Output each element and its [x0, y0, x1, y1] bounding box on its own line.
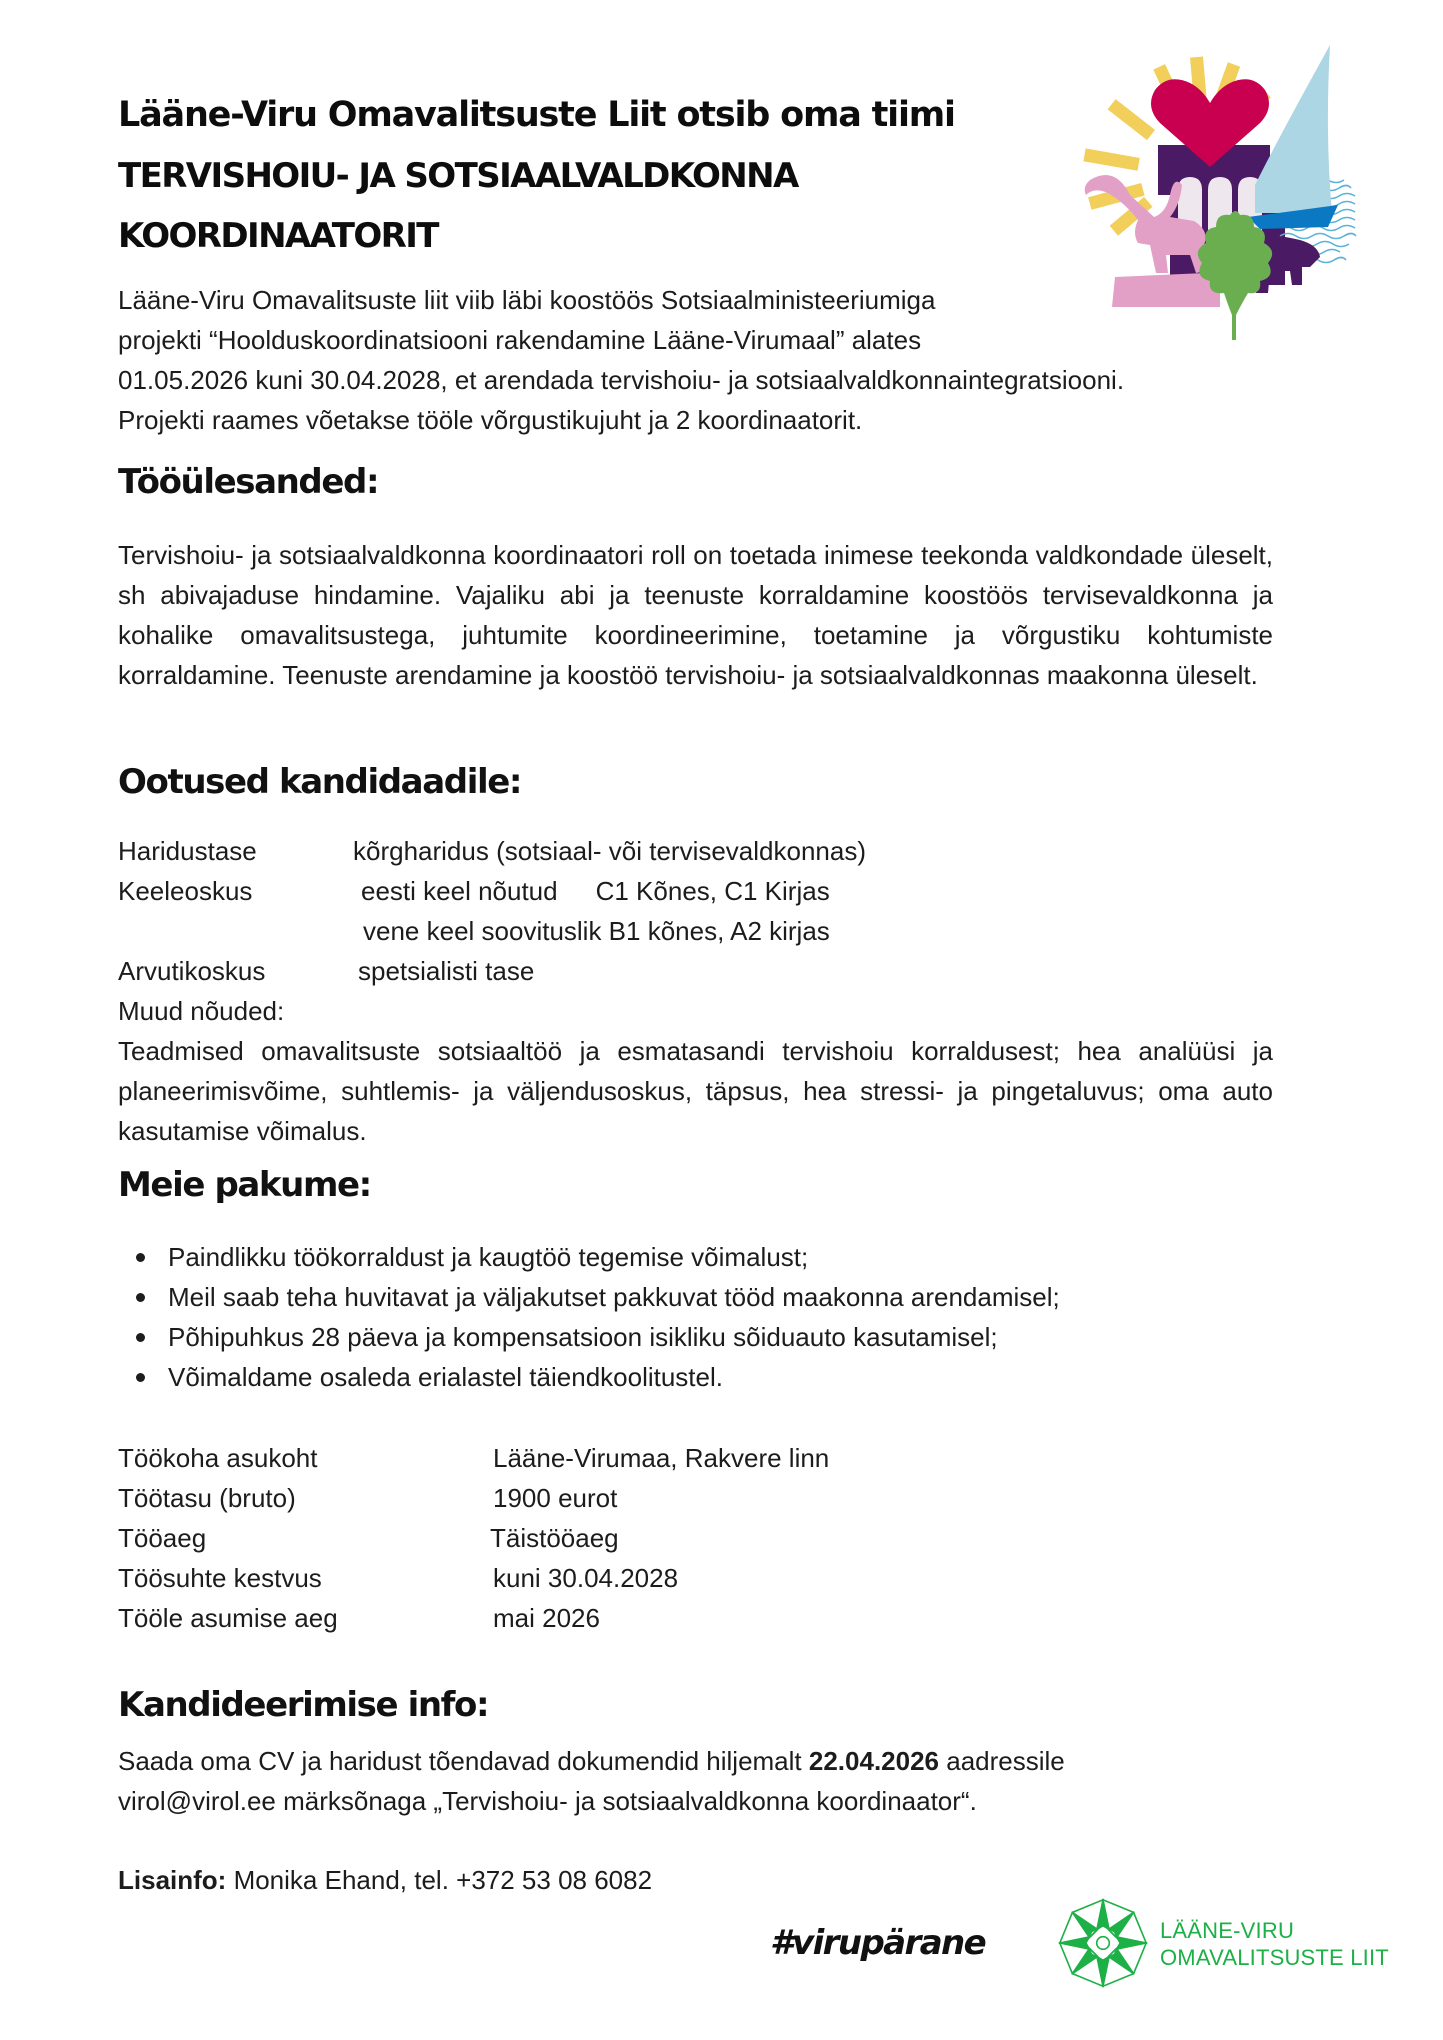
fact-value: Täistööaeg	[490, 1523, 619, 1553]
intro-line: projekti “Hoolduskoordinatsiooni rakendamine Lääne-Virumaal” alates	[118, 325, 922, 355]
sail-icon	[1255, 45, 1332, 213]
offer-list	[118, 1237, 1273, 1397]
fact-row	[118, 1598, 1018, 1638]
intro-line: Lääne-Viru Omavalitsuste liit viib läbi koostöös Sotsiaalministeeriumiga	[118, 285, 936, 315]
bullet-icon	[136, 1373, 145, 1382]
fact-label: Töötasu (bruto)	[118, 1483, 296, 1513]
language-estonian-level: C1 Kõnes, C1 Kirjas	[595, 876, 830, 906]
email-link[interactable]: virol@virol.ee	[118, 1786, 276, 1816]
requirement-label: Haridustase	[118, 836, 257, 866]
job-facts	[118, 1438, 1018, 1638]
intro-line: Projekti raames võetakse tööle võrgustikujuht ja 2 koordinaatorit.	[118, 405, 863, 435]
fact-label: Töökoha asukoht	[118, 1443, 318, 1473]
fact-label: Tööaeg	[118, 1523, 207, 1553]
page-title	[118, 84, 1018, 266]
other-requirements-text: Teadmised omavalitsuste sotsiaaltöö ja esmatasandi tervishoiu korraldusest; hea analüüsi ja planeerimisvõime, suhtlemis- ja väljendusoskus, täpsus, hea stressi- ja pingetaluvus; oma auto kasutamise võimalus.	[118, 1036, 1273, 1146]
list-item: Põhipuhkus 28 päeva ja kompensatsioon isikliku sõiduauto kasutamisel;	[118, 1317, 1273, 1357]
fact-row	[118, 1438, 1018, 1478]
requirement-row-education	[118, 831, 1273, 871]
requirements-heading: Ootused kandidaadile:	[118, 762, 522, 802]
contact-details: Monika Ehand, tel. +372 53 08 6082	[226, 1865, 653, 1895]
language-estonian: eesti keel nõutud	[361, 876, 558, 906]
requirement-value: spetsialisti tase	[358, 956, 535, 986]
requirement-row-language	[118, 871, 1273, 911]
requirement-label: Muud nõuded:	[118, 996, 285, 1026]
bullet-icon	[136, 1293, 145, 1302]
bullet-icon	[136, 1253, 145, 1262]
fact-value: mai 2026	[493, 1603, 600, 1633]
contact-info	[118, 1860, 652, 1900]
fact-row	[118, 1478, 1018, 1518]
fact-value: 1900 eurot	[493, 1483, 618, 1513]
requirements-block	[118, 831, 1273, 1151]
org-name-logo	[1160, 1917, 1389, 1971]
contact-label: Lisainfo:	[118, 1865, 227, 1895]
apply-heading: Kandideerimise info:	[118, 1685, 489, 1725]
language-russian: vene keel soovituslik B1 kõnes, A2 kirjas	[363, 916, 830, 946]
apply-text: Saada oma CV ja haridust tõendavad dokumendid hiljemalt 22.04.2026 aadressile virol@virol.ee märksõnaga „Tervishoiu- ja sotsiaalvaldkonna koordinaator“.	[118, 1746, 1065, 1816]
offer-heading: Meie pakume:	[118, 1165, 371, 1205]
intro-line: 01.05.2026 kuni 30.04.2028, et arendada tervishoiu- ja sotsiaalvaldkonnaintegratsiooni.	[118, 365, 1125, 395]
fact-label: Töösuhte kestvus	[118, 1563, 322, 1593]
title-line-3: KOORDINAATORIT	[118, 216, 438, 256]
tasks-heading: Tööülesanded:	[118, 462, 379, 502]
requirement-value	[353, 871, 1273, 911]
requirement-row-computer	[118, 951, 1273, 991]
requirement-row-language-russian	[118, 911, 1273, 951]
list-item: Paindlikku töökorraldust ja kaugtöö tegemise võimalust;	[118, 1237, 1273, 1277]
fact-row	[118, 1558, 1018, 1598]
hashtag-logo: #virupärane	[770, 1923, 986, 1963]
star-logo-icon	[1058, 1898, 1148, 1988]
org-name-line-2: OMAVALITSUSTE LIIT	[1160, 1945, 1389, 1970]
list-item: Võimaldame osaleda erialastel täiendkoolitustel.	[118, 1357, 1273, 1397]
requirement-value: kõrgharidus (sotsiaal- või tervisevaldkonnas)	[353, 836, 867, 866]
org-name-line-1: LÄÄNE-VIRU	[1160, 1918, 1295, 1943]
title-line-2: TERVISHOIU- JA SOTSIAALVALDKONNA	[118, 156, 798, 196]
list-item: Meil saab teha huvitavat ja väljakutset pakkuvat tööd maakonna arendamisel;	[118, 1277, 1273, 1317]
fact-label: Tööle asumise aeg	[118, 1603, 338, 1633]
title-line-1: Lääne-Viru Omavalitsuste Liit otsib oma tiimi	[118, 95, 955, 135]
bullet-icon	[136, 1333, 145, 1342]
tasks-text: Tervishoiu- ja sotsiaalvaldkonna koordinaatori roll on toetada inimese teekonda valdkondade üleselt, sh abivajaduse hindamine. Vajaliku abi ja teenuste korraldamine koostöös tervisevaldkonna ja kohalike omavalitsustega, juhtumite koordineerimine, toetamine ja võrgustiku kohtumiste korraldamine. Teenuste arendamine ja koostöö tervishoiu- ja sotsiaalvaldkonnas maakonna üleselt.	[118, 540, 1273, 690]
requirement-label: Keeleoskus	[118, 876, 253, 906]
fact-value: Lääne-Virumaa, Rakvere linn	[493, 1443, 830, 1473]
fact-row	[118, 1518, 1018, 1558]
fact-value: kuni 30.04.2028	[493, 1563, 679, 1593]
deadline-date: 22.04.2026	[808, 1746, 940, 1776]
requirement-row-other	[118, 991, 1273, 1031]
intro-paragraph	[118, 280, 1298, 440]
requirement-label: Arvutikoskus	[118, 956, 266, 986]
